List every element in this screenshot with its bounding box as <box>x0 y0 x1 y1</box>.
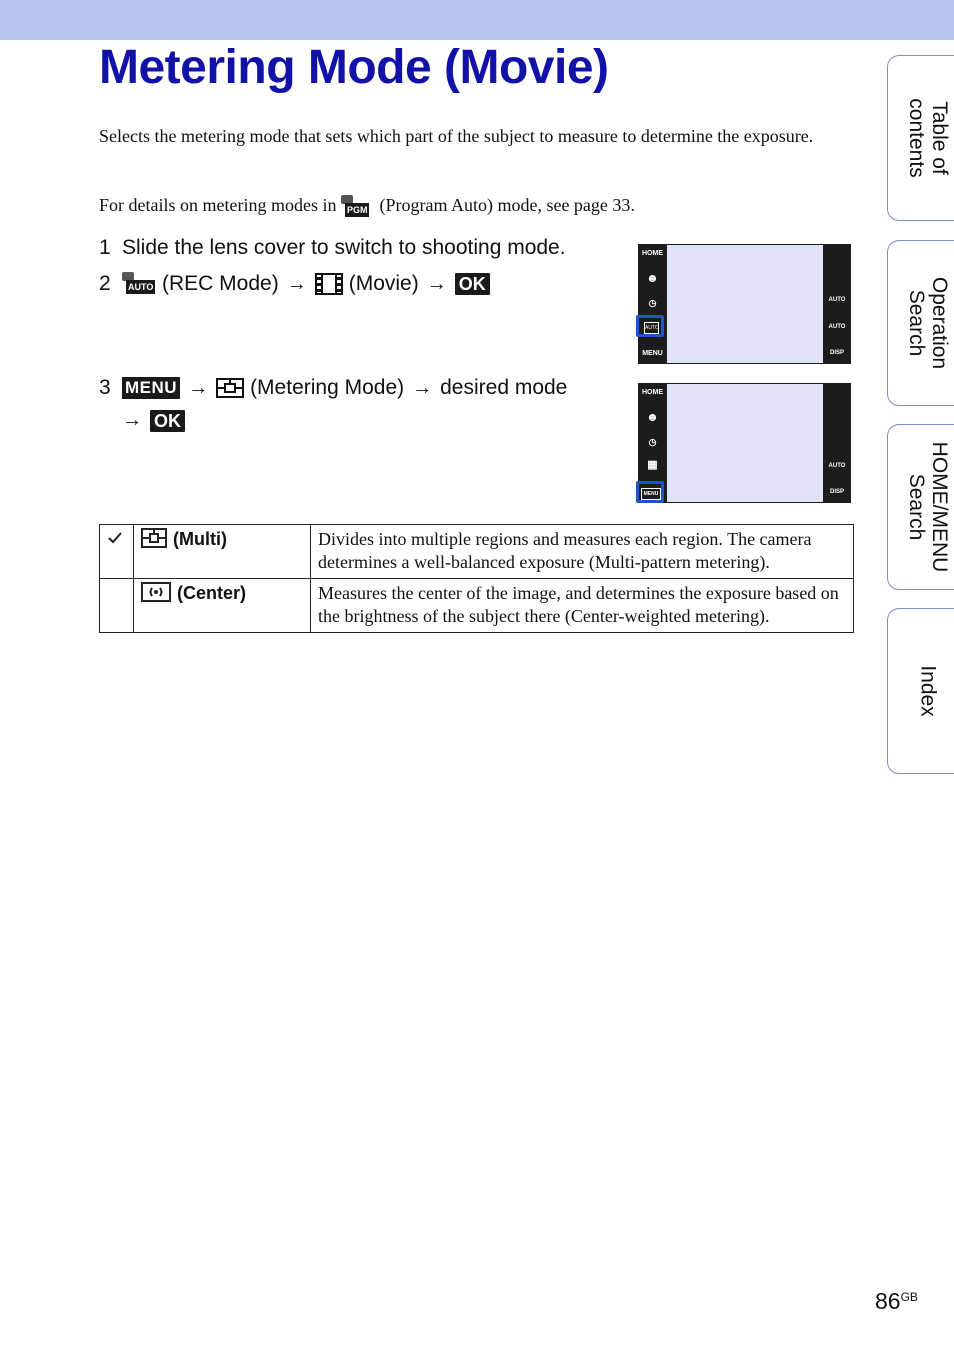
camera-screen-1 <box>638 244 851 364</box>
tab-label <box>905 98 951 177</box>
page-number-suffix: GB <box>900 1290 918 1304</box>
auto-icon: AUTO <box>644 322 659 334</box>
intro-text: Selects the metering mode that sets which part of the subject to measure to determine the exposure. <box>99 126 814 146</box>
arrow-icon: → <box>122 409 142 431</box>
tab-label <box>905 277 951 369</box>
face-icon: ☻ <box>646 271 659 285</box>
rec-mode-icon <box>122 272 156 296</box>
tab-operation-search[interactable] <box>887 240 954 406</box>
scene-auto-icon: AUTO <box>828 324 846 330</box>
home-icon: HOME <box>642 250 663 257</box>
rec-mode-label: (REC Mode) <box>162 272 279 295</box>
metering-mode-icon <box>216 378 244 398</box>
flash-auto-icon: AUTO <box>828 297 846 303</box>
step-1-text: Slide the lens cover to switch to shooting mode. <box>122 236 566 259</box>
metering-mode-label: (Metering Mode) <box>250 376 405 399</box>
movie-mode-icon: ▦ <box>647 459 658 471</box>
details-before: For details on metering modes in <box>99 195 337 215</box>
tab-label-line: HOME/MENU Search <box>904 441 951 573</box>
program-auto-label: PGM <box>346 204 368 215</box>
program-auto-icon <box>341 195 375 219</box>
self-timer-off-icon: ◷ <box>648 437 657 447</box>
menu-button-icon: MENU <box>122 377 180 399</box>
header-bar <box>0 0 954 40</box>
face-icon: ☻ <box>646 410 659 424</box>
tab-label <box>916 665 939 716</box>
menu-icon: MENU <box>642 350 663 357</box>
tab-home-menu-search[interactable] <box>887 424 954 590</box>
mode-name: (Center) <box>177 583 247 603</box>
step-3-continued <box>122 409 185 432</box>
tab-label <box>905 442 951 573</box>
page-number-value: 86 <box>875 1288 901 1314</box>
tab-index[interactable] <box>887 608 954 774</box>
scene-auto-icon: AUTO <box>828 463 846 469</box>
metering-modes-table <box>99 524 854 633</box>
arrow-icon: → <box>412 376 433 399</box>
center-metering-icon <box>141 582 171 602</box>
tab-table-of-contents[interactable] <box>887 55 954 221</box>
details-after: (Program Auto) mode, see page 33. <box>379 195 635 215</box>
mode-name: (Multi) <box>173 529 227 549</box>
tab-label-line: Table of contents <box>904 98 951 178</box>
disp-icon: DISP <box>829 350 844 356</box>
self-timer-off-icon: ◷ <box>648 298 657 308</box>
menu-selected-icon <box>636 481 664 503</box>
mode-description: Divides into multiple regions and measures each region. The camera determines a well-balanced exposure (Multi-pattern metering). <box>311 525 854 579</box>
mode-name-cell <box>134 579 311 633</box>
home-icon: HOME <box>642 389 663 396</box>
menu-icon: MENU <box>641 488 661 500</box>
table-row <box>100 579 854 633</box>
tab-label-line: Operation Search <box>904 276 951 370</box>
multi-metering-icon <box>141 528 167 548</box>
arrow-icon: → <box>188 376 209 399</box>
rec-mode-icon-label: AUTO <box>128 282 154 292</box>
default-check-cell <box>100 525 134 579</box>
movie-icon <box>315 273 343 295</box>
movie-label: (Movie) <box>348 272 419 295</box>
screen-display <box>667 384 823 502</box>
step-2 <box>99 272 490 296</box>
step-2-number: 2 <box>99 272 111 295</box>
disp-icon: DISP <box>829 489 844 495</box>
mode-description: Measures the center of the image, and determines the exposure based on the brightness of the subject there (Center-weighted metering). <box>311 579 854 633</box>
check-icon <box>107 531 123 545</box>
ok-button-icon: OK <box>150 410 185 432</box>
arrow-icon: → <box>426 272 447 295</box>
check-cell <box>100 579 134 633</box>
table-row <box>100 525 854 579</box>
page-title: Metering Mode (Movie) <box>99 41 609 94</box>
tab-label-line: Index <box>916 665 939 717</box>
screen-display <box>667 245 823 363</box>
rec-mode-selected-icon <box>636 315 664 337</box>
step-1 <box>99 236 566 260</box>
desired-mode-label: desired mode <box>440 376 568 399</box>
step-3 <box>99 376 567 400</box>
step-1-number: 1 <box>99 236 111 259</box>
page-number <box>875 1288 918 1315</box>
camera-screen-2 <box>638 383 851 503</box>
mode-name-cell <box>134 525 311 579</box>
details-text <box>99 193 819 219</box>
step-3-number: 3 <box>99 376 111 399</box>
arrow-icon: → <box>286 272 307 295</box>
ok-button-icon: OK <box>455 273 490 295</box>
